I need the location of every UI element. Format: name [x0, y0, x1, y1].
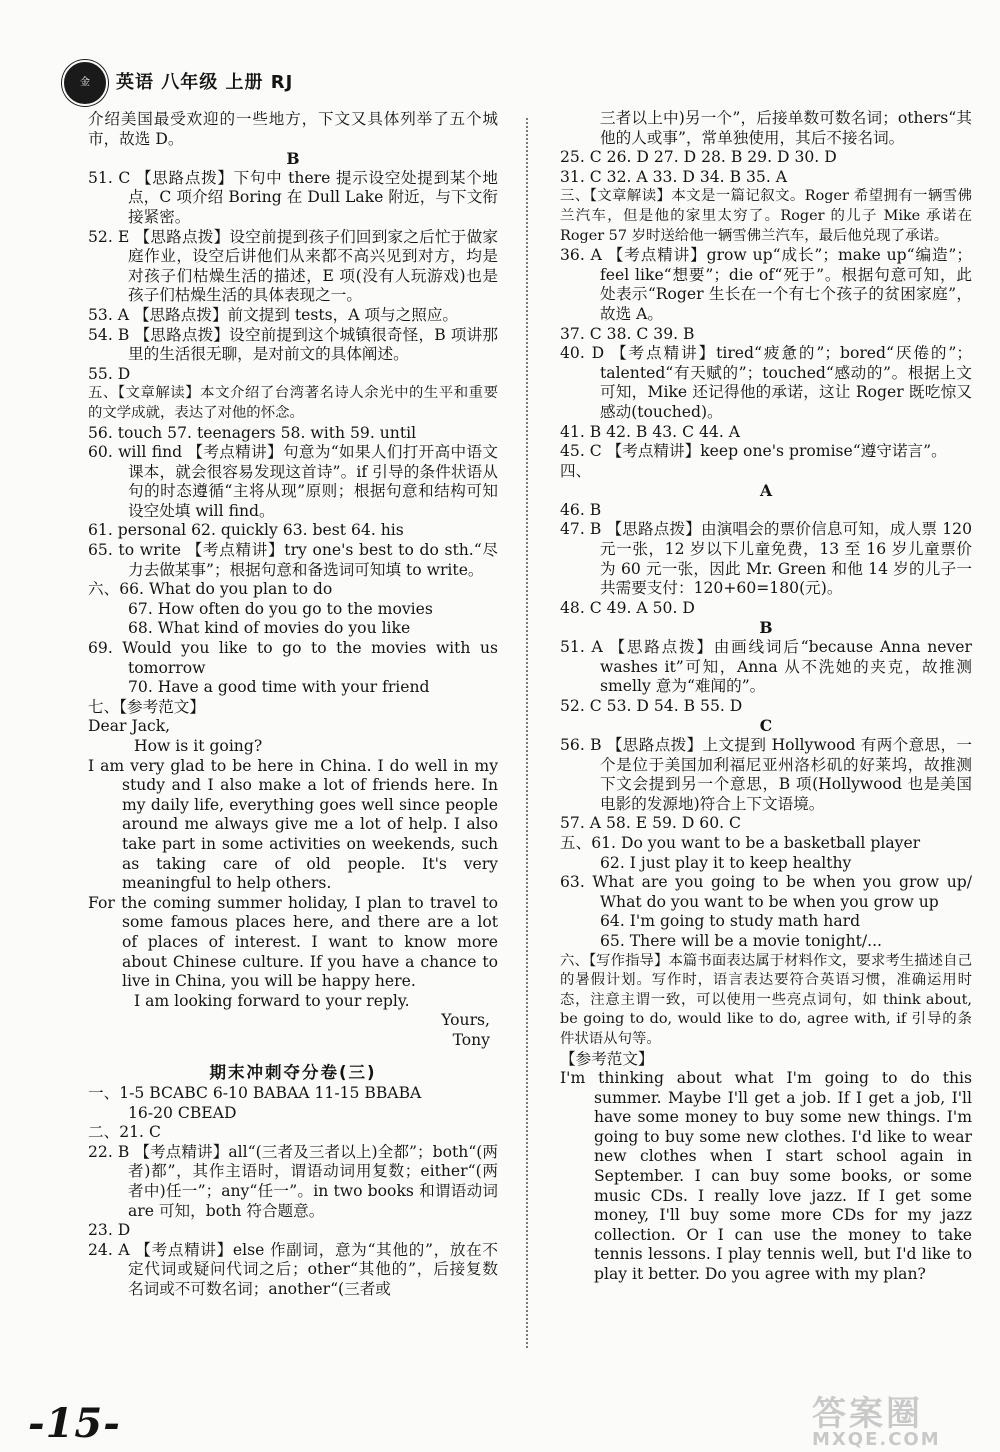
right-line: 31. C 32. A 33. D 34. B 35. A	[560, 167, 788, 186]
left-line: 一、1-5 BCABC 6-10 BABAA 11-15 BBABA	[88, 1084, 422, 1103]
left-line: 51. C 【思路点拨】下句中 there 提示设空处提到某个地点，C 项介绍 Boring 在 Dull Lake 附近，与下文衔接紧密。	[88, 168, 498, 226]
right-line: 三、【文章解读】本文是一篇记叙文。Roger 希望拥有一辆雪佛兰汽车，但是他的家里太穷了。Roger 的儿子 Mike 承诺在 Roger 57 岁时送给他一辆雪佛兰汽车，最后他兑现了承诺。	[560, 188, 972, 244]
left-line: For the coming summer holiday, I plan to travel to some famous places here, and there are a lot of places of interest. I want to know more about Chinese culture. If you have a chance to live in China, you will be happy here.	[88, 893, 498, 991]
right-line: 六、【写作指导】本篇书面表达属于材料作文，要求考生描述自己的暑假计划。写作时，语言表达要符合英语习惯，准确运用时态，注意主谓一致，可以使用一些亮点词句，如 think about, be going to do, would like to do, agree with, if 引导的条件状语从句等。	[560, 952, 972, 1047]
left-line: 六、66. What do you plan to do	[88, 580, 333, 599]
right-line: 52. C 53. D 54. B 55. D	[560, 696, 743, 715]
left-line: 52. E 【思路点拨】设空前提到孩子们回到家之后忙于做家庭作业，设空后讲他们从来都不高兴见到对方，均是对孩子们枯燥生活的描述，E 项(没有人玩游戏)也是孩子们枯燥生活的具体表现之一。	[88, 227, 498, 305]
watermark-logo: 答案圈 MXQE.COM	[812, 1394, 941, 1450]
right-line: 五、61. Do you want to be a basketball player	[560, 833, 921, 852]
right-line: 64. I'm going to study math hard	[600, 912, 861, 931]
right-line: I'm thinking about what I'm going to do this summer. Maybe I'll get a job. If I get a job, I'll have some money to buy some new things. I'm going to buy some new clothes. I'd like to wear new clothes when I start school again in September. I can buy some books, or some music CDs. I really love jazz. If I get some money, I'll buy some more CDs for my jazz collection. Or I can use the money to take tennis lessons. I play tennis well, but I'd like to play it better. Do you agree with my plan?	[560, 1069, 972, 1284]
left-line: 60. will find 【考点精讲】句意为“如果人们打开高中语文课本，就会很容易发现这首诗”。if 引导的条件状语从句的时态遵循“主将从现”原则；根据句意和结构可知设空处填 will find。	[88, 443, 498, 520]
left-line: 67. How often do you go to the movies	[128, 599, 433, 618]
left-line: Tony	[452, 1030, 490, 1049]
left-line: Dear Jack,	[88, 717, 171, 736]
right-line: 37. C 38. C 39. B	[560, 324, 695, 343]
left-line: 七、【参考范文】	[88, 697, 205, 716]
right-line: 57. A 58. E 59. D 60. C	[560, 814, 741, 833]
left-line: B	[286, 149, 300, 169]
right-line: 62. I just play it to keep healthy	[600, 853, 852, 872]
right-line: 【参考范文】	[560, 1049, 654, 1068]
right-line: 63. What are you going to be when you grow up/ What do you want to be when you grow up	[560, 873, 972, 911]
right-line: 三者以上中)另一个”，后接单数可数名词；others“其他的人或事”，常单独使用，其后不接名词。	[600, 109, 972, 147]
right-line: 46. B	[560, 500, 602, 519]
left-line: 68. What kind of movies do you like	[128, 619, 411, 638]
book-title: 英语 八年级 上册 RJ	[116, 72, 294, 93]
left-line: 期末冲刺夺分卷(三)	[209, 1062, 377, 1082]
left-line: 69. Would you like to go to the movies with us tomorrow	[88, 639, 498, 677]
right-line: C	[759, 716, 773, 736]
right-line: 48. C 49. A 50. D	[560, 598, 695, 617]
left-line: 61. personal 62. quickly 63. best 64. his	[88, 521, 404, 540]
left-line: 16-20 CBEAD	[128, 1103, 237, 1122]
left-line: 23. D	[88, 1221, 131, 1240]
left-line: 65. to write 【考点精讲】try one's best to do sth.“尽力去做某事”；根据句意和备选词可知填 to write。	[88, 541, 498, 579]
right-line: 41. B 42. B 43. C 44. A	[560, 422, 741, 441]
right-line: 40. D 【考点精讲】tired“疲惫的”；bored“厌倦的”；talented“有天赋的”；touched“感动的”。根据上文可知，Mike 还记得他的承诺，这让 Roger 既吃惊又感动(touched)。	[560, 344, 972, 421]
right-line: 65. There will be a movie tonight/...	[600, 931, 883, 950]
left-line: 二、21. C	[88, 1123, 161, 1142]
left-line: 56. touch 57. teenagers 58. with 59. until	[88, 423, 417, 442]
page-number: -15-	[28, 1400, 121, 1447]
left-line: 54. B 【思路点拨】设空前提到这个城镇很奇怪，B 项讲那里的生活很无聊，是对前文的具体阐述。	[88, 325, 498, 364]
left-line: 五、【文章解读】本文介绍了台湾著名诗人余光中的生平和重要的文学成就，表达了对他的怀念。	[88, 385, 498, 421]
right-line: 51. A 【思路点拨】由画线词后“because Anna never washes it”可知，Anna 从不洗她的夹克，故推测 smelly 意为“难闻的”。	[560, 638, 972, 696]
left-line: 55. D	[88, 364, 131, 383]
right-line: B	[759, 618, 773, 638]
brand-logo-icon: 金	[62, 60, 108, 106]
left-line: 70. Have a good time with your friend	[128, 678, 430, 697]
right-column	[560, 109, 972, 1285]
left-line: How is it going?	[134, 737, 263, 755]
left-line: 24. A 【考点精讲】else 作副词，意为“其他的”，放在不定代词或疑问代词之后；other“其他的”，后接复数名词或不可数名词；another“(三者或	[88, 1240, 498, 1299]
left-line: I am very glad to be here in China. I do well in my study and I also make a lot of friends here. In my daily life, everything goes well since people around me always give me a lot of help. I also take part in some activities on weekends, such as taking care of old people. It's very meaningful to help others.	[88, 756, 498, 893]
left-line: Yours,	[441, 1011, 490, 1030]
right-line: A	[759, 481, 773, 501]
right-line: 四、	[560, 461, 592, 480]
page-header	[62, 60, 322, 102]
left-line: I am looking forward to your reply.	[134, 991, 410, 1010]
right-line: 25. C 26. D 27. D 28. B 29. D 30. D	[560, 148, 837, 167]
left-line: 53. A 【思路点拨】前文提到 tests，A 项与之照应。	[88, 305, 459, 324]
left-line: 介绍美国最受欢迎的一些地方，下文又具体列举了五个城市，故选 D。	[88, 110, 498, 148]
column-divider	[526, 118, 528, 1348]
left-column	[88, 110, 498, 1300]
right-line: 36. A 【考点精讲】grow up“成长”；make up“编造”；feel like“想要”；die of“死于”。根据句意可知，此处表示“Roger 生长在一个有七个孩子的贫困家庭”，故选 A。	[560, 246, 972, 323]
right-line: 47. B 【思路点拨】由演唱会的票价信息可知，成人票 120 元一张，12 岁以下儿童免费，13 至 16 岁儿童票价为 60 元一张，因此 Mr. Green 和他 14 岁的儿子一共需要支付：120+60=180(元)。	[560, 520, 972, 598]
left-line: 22. B 【考点精讲】all“(三者及三者以上)全都”；both“(两者)都”，其作主语时，谓语动词用复数；either“(两者中)任一”；any“任一”。in two books 和谓语动词 are 可知，both 符合题意。	[88, 1142, 498, 1220]
right-line: 56. B 【思路点拨】上文提到 Hollywood 有两个意思，一个是位于美国加利福尼亚州洛杉矶的好莱坞，故推测下文会提到另一个意思，B 项(Hollywood 也是美国电影的发源地)符合上下文语境。	[560, 736, 972, 813]
right-line: 45. C 【考点精讲】keep one's promise“遵守诺言”。	[560, 442, 947, 461]
